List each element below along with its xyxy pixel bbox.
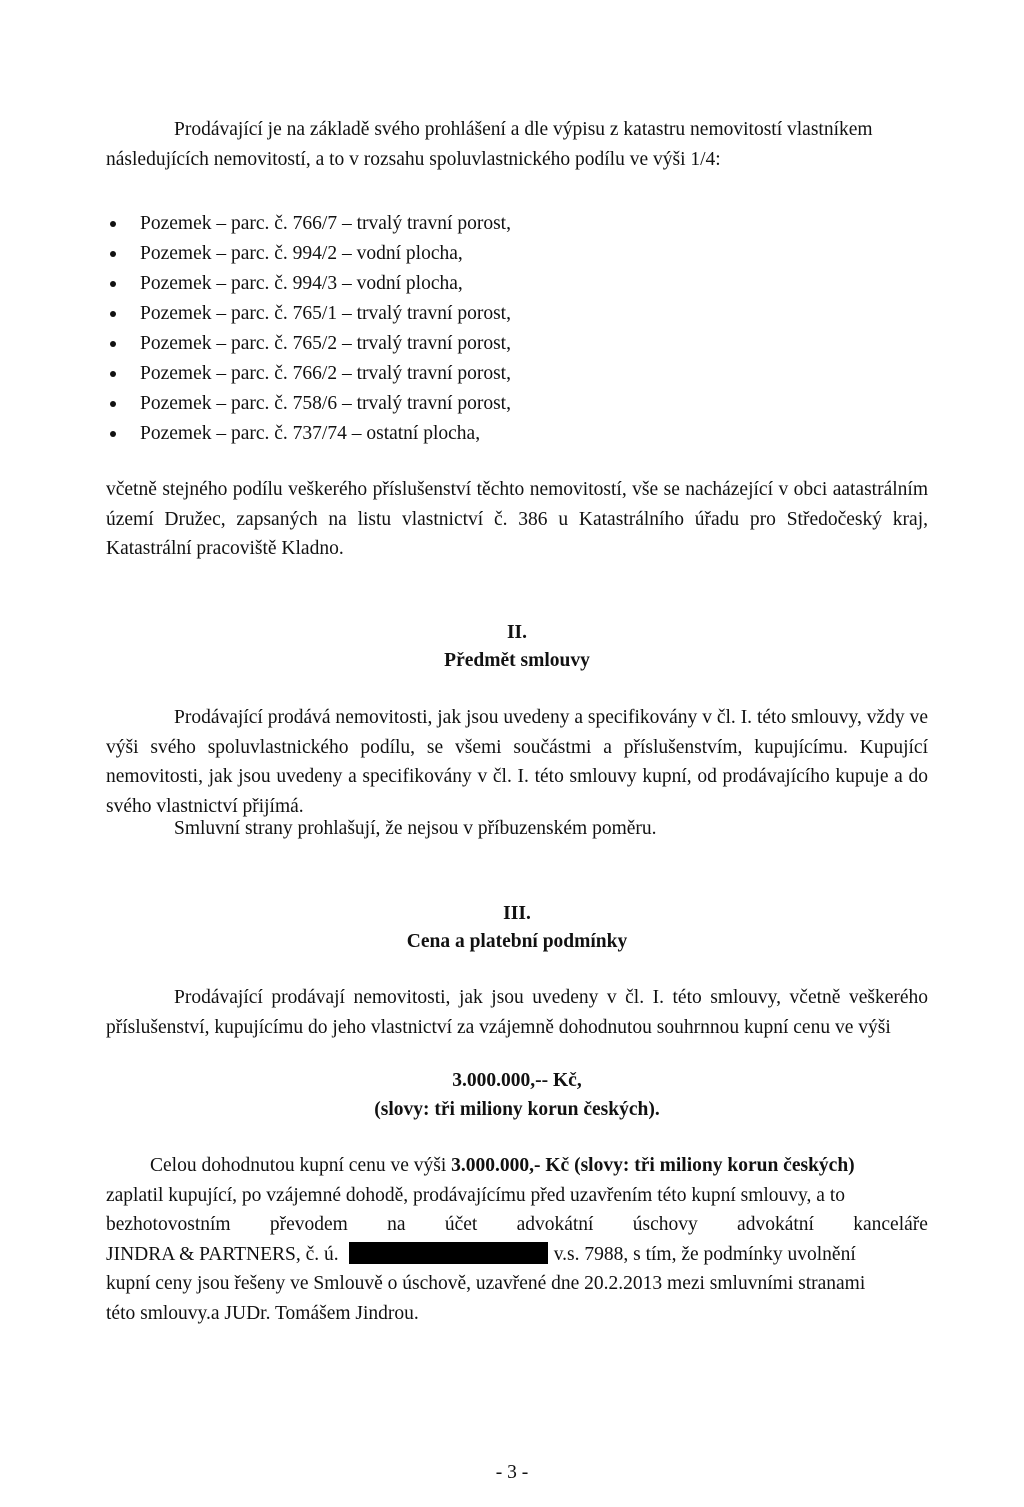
list-item: Pozemek – parc. č. 765/2 – trvalý travní porost,: [106, 329, 806, 359]
intro-paragraph: [106, 115, 928, 174]
list-item: Pozemek – parc. č. 766/7 – trvalý travní porost,: [106, 209, 806, 239]
section-3-paragraph-1: Prodávající prodávají nemovitosti, jak jsou uvedeny v čl. I. této smlouvy, včetně veškerého příslušenství, kupujícímu do jeho vlastnictví za vzájemně dohodnutou souhrnnou kupní cenu ve výši: [106, 987, 928, 1038]
redacted-account-number: [349, 1242, 548, 1264]
bullet-icon: [110, 311, 116, 317]
bullet-icon: [110, 431, 116, 437]
section-2-paragraph-1: Prodávající prodává nemovitosti, jak jsou uvedeny a specifikovány v čl. I. této smlouvy, vždy ve výši svého spoluvlastnického podílu, se všemi součástmi a příslušenstvím, kupujícímu. Kupující nemovitosti, jak jsou uvedeny a specifikovány v čl. I. této smlouvy kupní, od prodávajícího kupuje a do svého vlastnictví přijímá.: [106, 707, 928, 817]
after-list-paragraph: včetně stejného podílu veškerého příslušenství těchto nemovitostí, vše se nacházející v obci aatastrálním území Družec, zapsaných na listu vlastnictví č. 386 u Katastrálního úřadu pro Středočeský kraj, Katastrální pracoviště Kladno.: [106, 479, 928, 560]
payment-line-1: Celou dohodnutou kupní cenu ve výši 3.000.000,- Kč (slovy: tři miliony korun českých): [150, 1155, 855, 1176]
bullet-icon: [110, 221, 116, 227]
list-item: Pozemek – parc. č. 994/3 – vodní plocha,: [106, 269, 806, 299]
bullet-icon: [110, 281, 116, 287]
section-3-paragraph-2: [106, 1151, 928, 1329]
payment-line-5: kupní ceny jsou řešeny ve Smlouvě o úschově, uzavřené dne 20.2.2013 mezi smluvními stranami: [106, 1273, 866, 1295]
page-number: - 3 -: [495, 1462, 529, 1483]
section-3-title: Cena a platební podmínky: [406, 931, 628, 952]
payment-line-2: zaplatil kupující, po vzájemné dohodě, prodávajícímu před uzavřením této kupní smlouvy, a to: [106, 1184, 845, 1206]
section-2-title: Předmět smlouvy: [444, 650, 590, 671]
list-item: Pozemek – parc. č. 766/2 – trvalý travní porost,: [106, 359, 806, 389]
payment-line-6: této smlouvy.a JUDr. Tomášem Jindrou.: [106, 1302, 419, 1324]
list-item: Pozemek – parc. č. 994/2 – vodní plocha,: [106, 239, 806, 269]
parcel-list: [106, 209, 806, 449]
intro-line-1: Prodávající je na základě svého prohlášení a dle výpisu z katastru nemovitostí vlastníkem: [174, 119, 873, 140]
bullet-icon: [110, 341, 116, 347]
payment-line-4: JINDRA & PARTNERS, č. ú. v.s. 7988, s tím, že podmínky uvolnění: [106, 1243, 856, 1265]
intro-line-2: následujících nemovitostí, a to v rozsahu spoluvlastnického podílu ve výši 1/4:: [106, 148, 721, 170]
list-item: Pozemek – parc. č. 765/1 – trvalý travní porost,: [106, 299, 806, 329]
list-item: Pozemek – parc. č. 737/74 – ostatní plocha,: [106, 419, 806, 449]
payment-line-3: bezhotovostním převodem na účet advokátní úschovy advokátní kanceláře: [106, 1214, 928, 1236]
payment-amount-bold: 3.000.000,- Kč (slovy: tři miliony korun českých): [451, 1155, 855, 1176]
section-2-paragraph-2: Smluvní strany prohlašují, že nejsou v příbuzenském poměru.: [174, 818, 657, 839]
bullet-icon: [110, 251, 116, 257]
bullet-icon: [110, 401, 116, 407]
price-amount: 3.000.000,-- Kč,: [452, 1070, 582, 1091]
section-2-number: II.: [506, 622, 528, 643]
list-item: Pozemek – parc. č. 758/6 – trvalý travní porost,: [106, 389, 806, 419]
price-in-words: (slovy: tři miliony korun českých).: [374, 1099, 660, 1120]
section-3-number: III.: [503, 903, 531, 924]
bullet-icon: [110, 371, 116, 377]
